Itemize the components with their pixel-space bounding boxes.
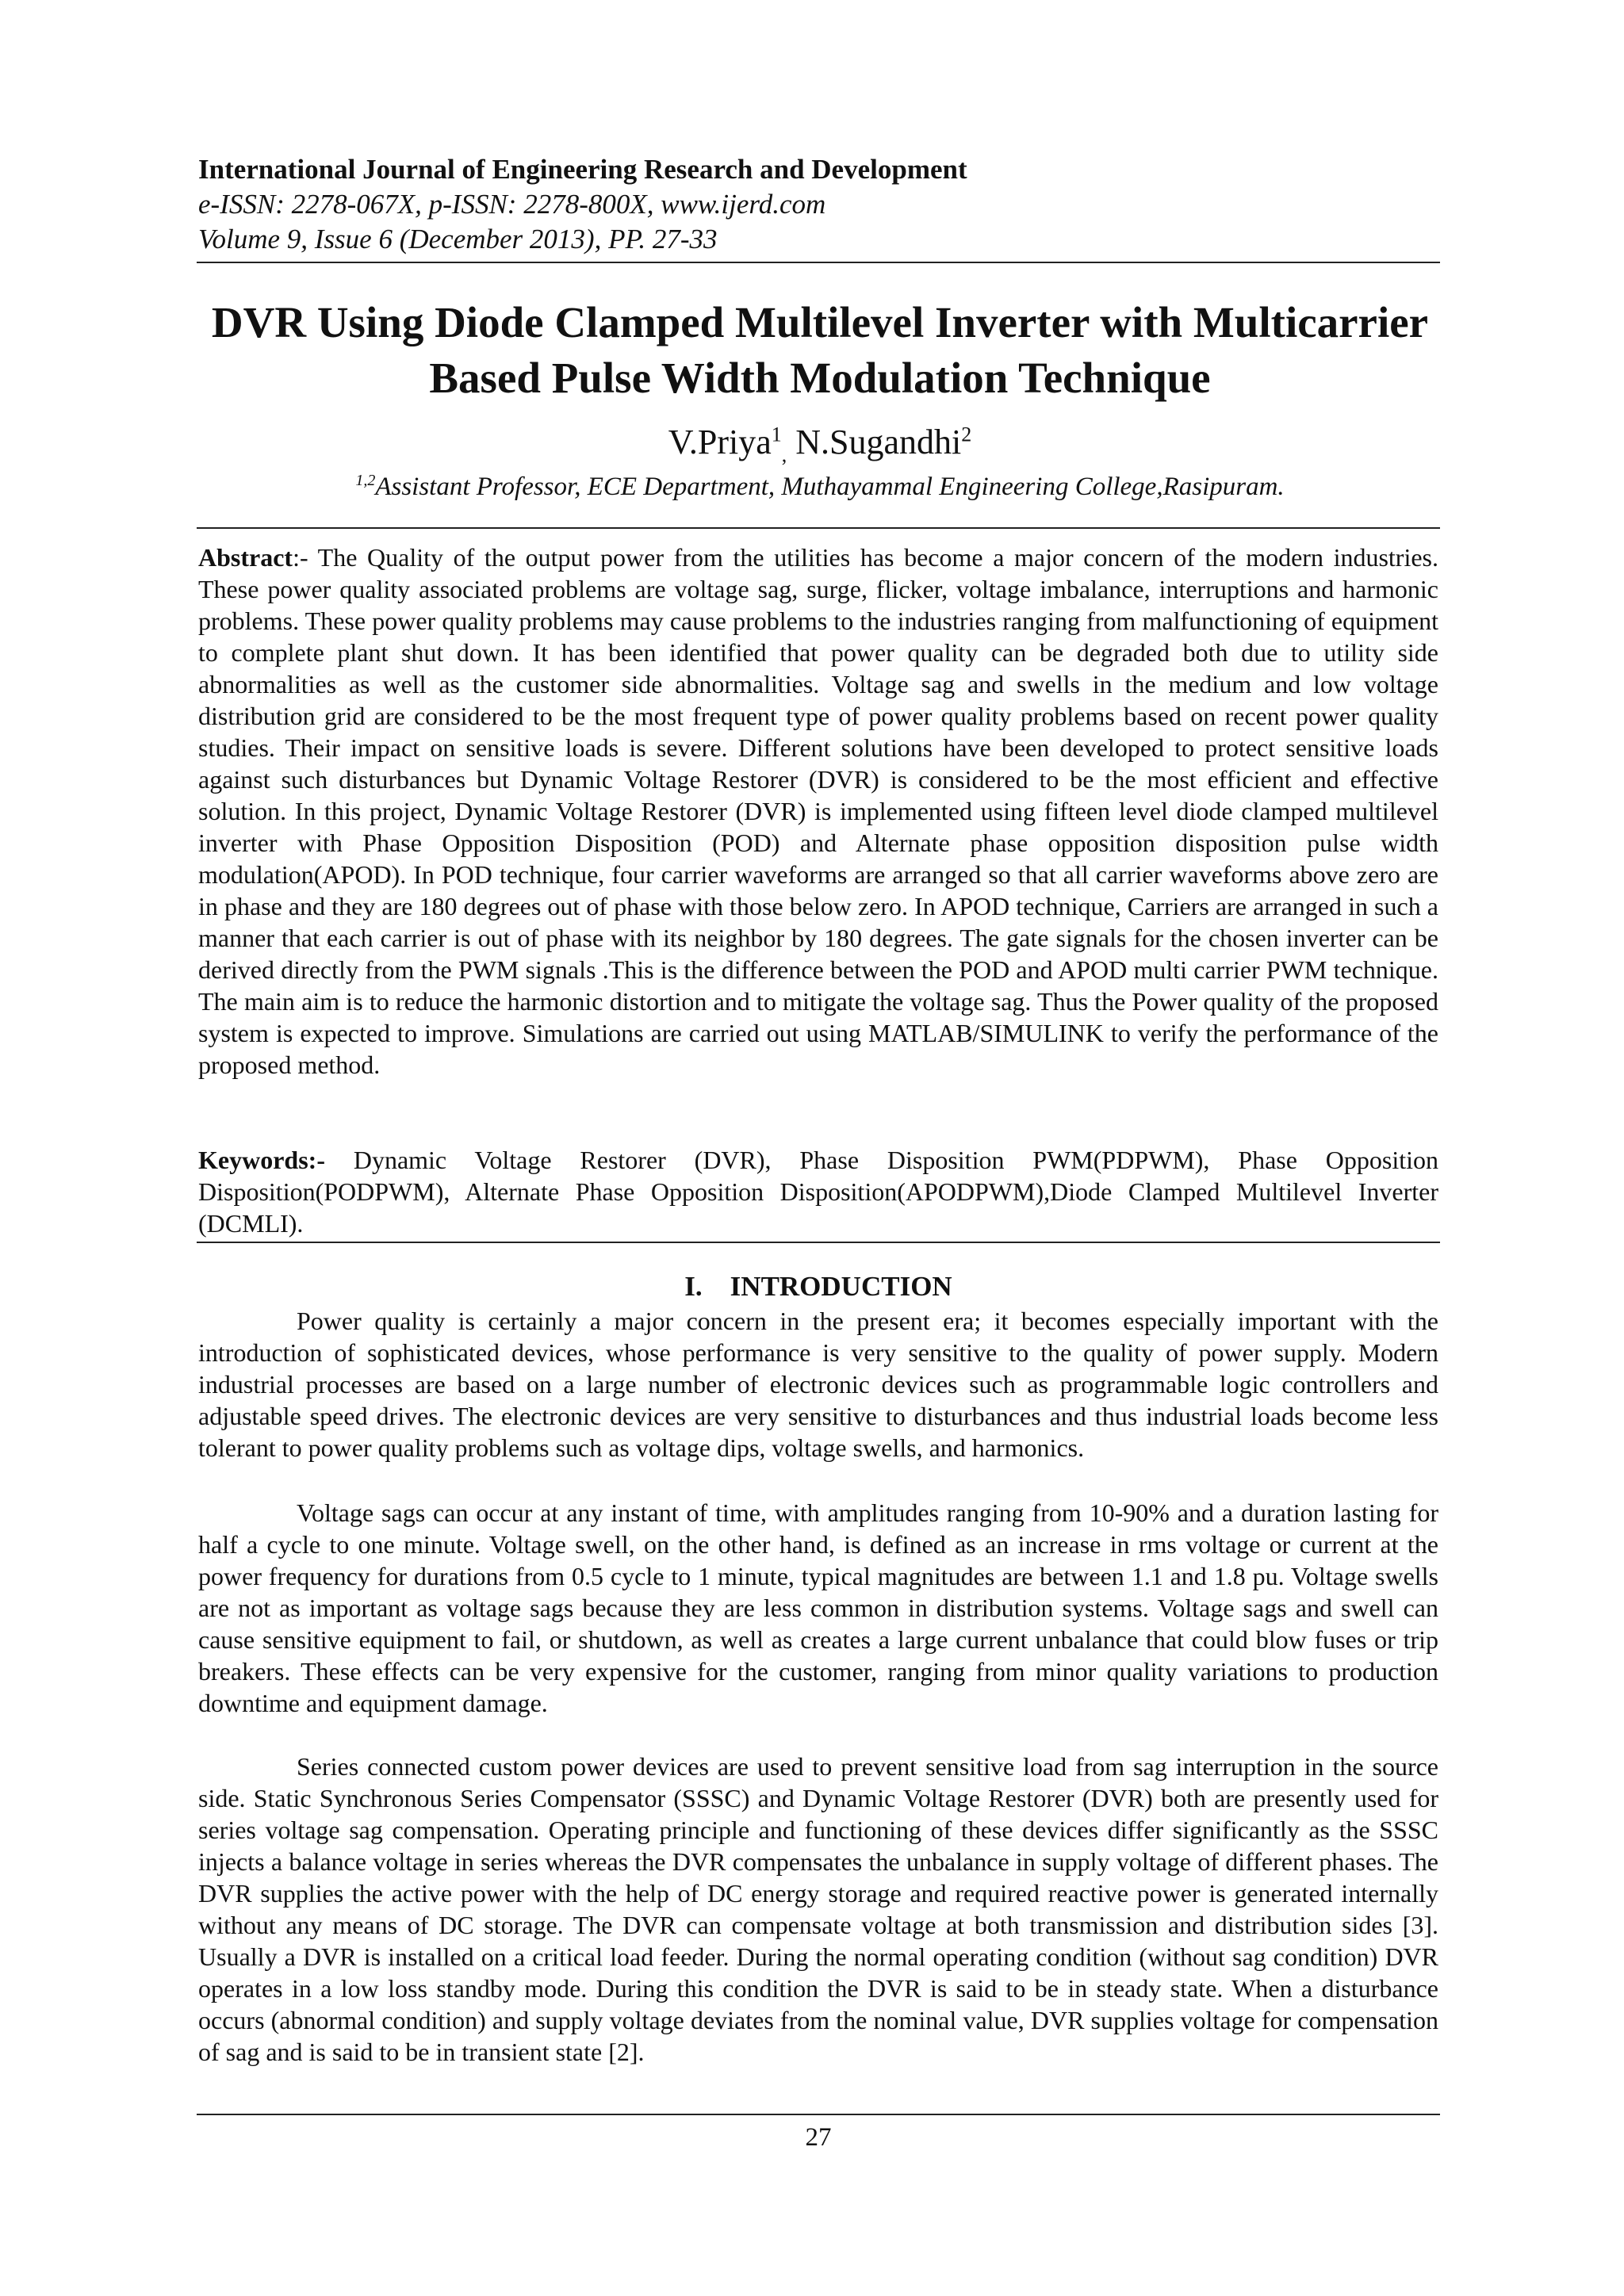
keywords	[198, 1144, 1438, 1239]
keywords-bottom-rule	[197, 1242, 1440, 1243]
title-line-1: DVR Using Diode Clamped Multilevel Inverter with Multicarrier	[211, 298, 1429, 346]
paper-title	[159, 295, 1481, 406]
journal-volume: Volume 9, Issue 6 (December 2013), PP. 27-33	[198, 224, 718, 254]
journal-name: International Journal of Engineering Research and Development	[198, 154, 967, 185]
author-2: N.Sugandhi	[795, 423, 962, 461]
abstract	[198, 541, 1438, 1081]
journal-issn: e-ISSN: 2278-067X, p-ISSN: 2278-800X, www.ijerd.com	[198, 189, 826, 220]
abstract-text: The Quality of the output power from the utilities has become a major concern of the modern industries. These power quality associated problems are voltage sag, surge, flicker, voltage imbalance, interruptions and harmonic problems. These power quality problems may cause problems to the industries ranging from malfunctioning of equipment to complete plant shut down. It has been identified that power quality can be degraded both due to utility side abnormalities as well as the customer side abnormalities. Voltage sag and swells in the medium and low voltage distribution grid are considered to be the most frequent type of power quality problems based on recent power quality studies. Their impact on sensitive loads is severe. Different solutions have been developed to protect sensitive loads against such disturbances but Dynamic Voltage Restorer (DVR) is considered to be the most efficient and effective solution. In this project, Dynamic Voltage Restorer (DVR) is implemented using fifteen level diode clamped multilevel inverter with Phase Opposition Disposition (POD) and Alternate phase opposition disposition pulse width modulation(APOD). In POD technique, four carrier waveforms are arranged so that all carrier waveforms above zero are in phase and they are 180 degrees out of phase with those below zero. In APOD technique, Carriers are arranged in such a manner that each carrier is out of phase with its neighbor by 180 degrees. The gate signals for the chosen inverter can be derived directly from the PWM signals .This is the difference between the POD and APOD multi carrier PWM technique. The main aim is to reduce the harmonic distortion and to mitigate the voltage sag. Thus the Power quality of the proposed system is expected to improve. Simulations are carried out using MATLAB/SIMULINK to verify the performance of the proposed method.	[198, 543, 1439, 1079]
abstract-separator: :-	[293, 543, 318, 572]
abstract-label: Abstract	[198, 543, 293, 572]
author-2-superscript: 2	[961, 423, 972, 446]
title-line-2: Based Pulse Width Modulation Technique	[429, 354, 1211, 402]
section-heading-introduction: I. INTRODUCTION	[684, 1271, 952, 1302]
intro-paragraph-3: Series connected custom power devices are used to prevent sensitive load from sag interruption in the source side. Static Synchronous Series Compensator (SSSC) and Dynamic Voltage Restorer (DVR) both are presently used for series voltage sag compensation. Operating principle and functioning of these devices differ significantly as the SSSC injects a balance voltage in series whereas the DVR compensates the unbalance in supply voltage of different phases. The DVR supplies the active power with the help of DC energy storage and required reactive power is generated internally without any means of DC storage. The DVR can compensate voltage at both transmission and distribution sides [3]. Usually a DVR is installed on a critical load feeder. During the normal operating condition (without sag condition) DVR operates in a low loss standby mode. During this condition the DVR is said to be in steady state. When a disturbance occurs (abnormal condition) and supply voltage deviates from the nominal value, DVR supplies voltage for compensation of sag and is said to be in transient state [2].	[198, 1752, 1438, 2066]
abstract-top-rule	[197, 527, 1440, 529]
intro-paragraph-1: Power quality is certainly a major concern in the present era; it becomes especially important with the introduction of sophisticated devices, whose performance is very sensitive to the quality of power supply. Modern industrial processes are based on a large number of electronic devices such as programmable logic controllers and adjustable speed drives. The electronic devices are very sensitive to disturbances and thus industrial loads become less tolerant to power quality problems such as voltage dips, voltage swells, and harmonics.	[198, 1307, 1438, 1462]
author-1: V.Priya	[668, 423, 772, 461]
author-affiliation	[159, 469, 1481, 504]
affiliation-superscript: 1,2	[355, 472, 376, 489]
keywords-label: Keywords:-	[198, 1146, 325, 1174]
journal-header	[198, 152, 1438, 257]
page-number: 27	[805, 2123, 832, 2152]
author-1-superscript: 1	[771, 423, 782, 446]
intro-paragraph-2: Voltage sags can occur at any instant of time, with amplitudes ranging from 10-90% and a duration lasting for half a cycle to one minute. Voltage swell, on the other hand, is defined as an increase in rms voltage or current at the power frequency for durations from 0.5 cycle to 1 minute, typical magnitudes are between 1.1 and 1.8 pu. Voltage swells are not as important as voltage sags because they are less common in distribution systems. Voltage sags and swell can cause sensitive equipment to fail, or shutdown, as well as creates a large current unbalance that could blow fuses or trip breakers. These effects can be very expensive for the customer, ranging from minor quality variations to production downtime and equipment damage.	[198, 1498, 1438, 1717]
keywords-text: Dynamic Voltage Restorer (DVR), Phase Disposition PWM(PDPWM), Phase Opposition Disposition(PODPWM), Alternate Phase Opposition Disposition(APODPWM),Diode Clamped Multilevel Inverter (DCMLI).	[198, 1146, 1439, 1238]
affiliation-text: Assistant Professor, ECE Department, Muthayammal Engineering College,Rasipuram.	[375, 473, 1285, 501]
header-rule	[197, 262, 1440, 263]
author-separator: ,	[781, 442, 787, 466]
footer-rule	[197, 2114, 1440, 2115]
author-list	[159, 420, 1481, 465]
